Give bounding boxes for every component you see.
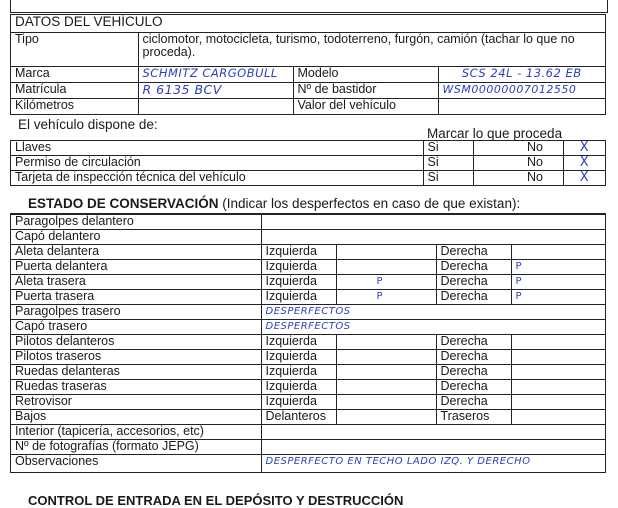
derecha-label: Derecha [436, 350, 511, 365]
equipment-heading: El vehículo dispone de: [18, 117, 158, 132]
vehicle-data-table [11, 15, 605, 114]
kilometros-label: Kilómetros [11, 98, 138, 114]
marca-label: Marca [11, 66, 138, 82]
observaciones-note: DESPERFECTO EN TECHO LADO IZQ. Y DERECHO [261, 455, 605, 472]
equipment-mark: X [563, 156, 605, 171]
handwritten-mark: P [511, 275, 605, 290]
valor-label: Valor del vehículo [293, 98, 438, 114]
izquierda-label: Izquierda [261, 290, 336, 305]
tipo-value: ciclomotor, motocicleta, turismo, todoterreno, furgón, camión (tachar lo que no proceda). [138, 32, 605, 66]
row-label: Observaciones [11, 455, 261, 472]
row-label: Ruedas delanteras [11, 365, 261, 380]
equipment-yes: Si [423, 141, 473, 156]
handwritten-mark: P [336, 275, 436, 290]
vehicle-data-section [10, 14, 606, 115]
handwritten-mark: P [336, 290, 436, 305]
derecha-label: Derecha [436, 275, 511, 290]
row-label: Capó trasero [11, 320, 261, 335]
modelo-label: Modelo [293, 66, 438, 82]
row-label: Capó delantero [11, 230, 261, 245]
equipment-no: No [523, 141, 563, 156]
row-label: Paragolpes delantero [11, 215, 261, 230]
conservation-table [11, 214, 605, 472]
matricula-value: R 6135 BCV [138, 82, 293, 98]
izquierda-label: Izquierda [261, 350, 336, 365]
equipment-yes: Si [423, 156, 473, 171]
izquierda-label: Izquierda [261, 395, 336, 410]
row-label: Interior (tapicería, accesorios, etc) [11, 425, 261, 440]
derecha-label: Derecha [436, 290, 511, 305]
izquierda-label: Izquierda [261, 365, 336, 380]
derecha-label: Derecha [436, 365, 511, 380]
tipo-label: Tipo [11, 32, 138, 66]
valor-value [438, 98, 605, 114]
equipment-mark: X [563, 141, 605, 156]
row-label: Pilotos delanteros [11, 335, 261, 350]
izquierda-label: Izquierda [261, 245, 336, 260]
row-label: Bajos [11, 410, 261, 425]
equipment-section [10, 140, 606, 186]
row-label: Pilotos traseros [11, 350, 261, 365]
equipment-item-label: Tarjeta de inspección técnica del vehículo [11, 171, 423, 186]
footer-cut-heading: CONTROL DE ENTRADA EN EL DEPÓSITO Y DESTRUCCIÓN [28, 493, 404, 508]
row-label: Paragolpes trasero [11, 305, 261, 320]
izquierda-label: Izquierda [261, 380, 336, 395]
delanteros-label: Delanteros [261, 410, 336, 425]
kilometros-value [138, 98, 293, 114]
bastidor-label: Nº de bastidor [293, 82, 438, 98]
conservation-section [10, 213, 606, 473]
equipment-item-label: Llaves [11, 141, 423, 156]
izquierda-label: Izquierda [261, 275, 336, 290]
equipment-no: No [523, 171, 563, 186]
vehicle-section-title: DATOS DEL VEHÍCULO [11, 15, 605, 32]
row-label: Aleta trasera [11, 275, 261, 290]
row-label: Puerta delantera [11, 260, 261, 275]
equipment-no: No [523, 156, 563, 171]
equipment-table [11, 140, 605, 186]
izquierda-label: Izquierda [261, 335, 336, 350]
bastidor-value: WSM00000007012550 [438, 82, 605, 98]
izquierda-label: Izquierda [261, 260, 336, 275]
handwritten-mark: P [511, 290, 605, 305]
derecha-label: Derecha [436, 395, 511, 410]
row-label: Retrovisor [11, 395, 261, 410]
conservation-subtitle: (Indicar los desperfectos en caso de que existan): [218, 196, 521, 211]
modelo-value: SCS 24L - 13.62 EB [438, 66, 605, 82]
equipment-yes: Si [423, 171, 473, 186]
row-label: Ruedas traseras [11, 380, 261, 395]
derecha-label: Derecha [436, 335, 511, 350]
derecha-label: Derecha [436, 380, 511, 395]
matricula-label: Matrícula [11, 82, 138, 98]
handwritten-mark: P [511, 260, 605, 275]
traseros-label: Traseros [436, 410, 511, 425]
row-label: Aleta delantera [11, 245, 261, 260]
equipment-mark: X [563, 171, 605, 186]
row-label: Nº de fotografías (formato JEPG) [11, 440, 261, 455]
paragolpes-trasero-note: DESPERFECTOS [261, 305, 605, 320]
derecha-label: Derecha [436, 245, 511, 260]
mark-header: Marcar lo que proceda [427, 126, 563, 141]
conservation-title: ESTADO DE CONSERVACIÓN [28, 196, 219, 211]
derecha-label: Derecha [436, 260, 511, 275]
row-label: Puerta trasera [11, 290, 261, 305]
capo-trasero-note: DESPERFECTOS [261, 320, 605, 335]
previous-section-border [10, 0, 608, 13]
equipment-item-label: Permiso de circulación [11, 156, 423, 171]
marca-value: SCHMITZ CARGOBULL [138, 66, 293, 82]
conservation-heading [28, 196, 520, 211]
